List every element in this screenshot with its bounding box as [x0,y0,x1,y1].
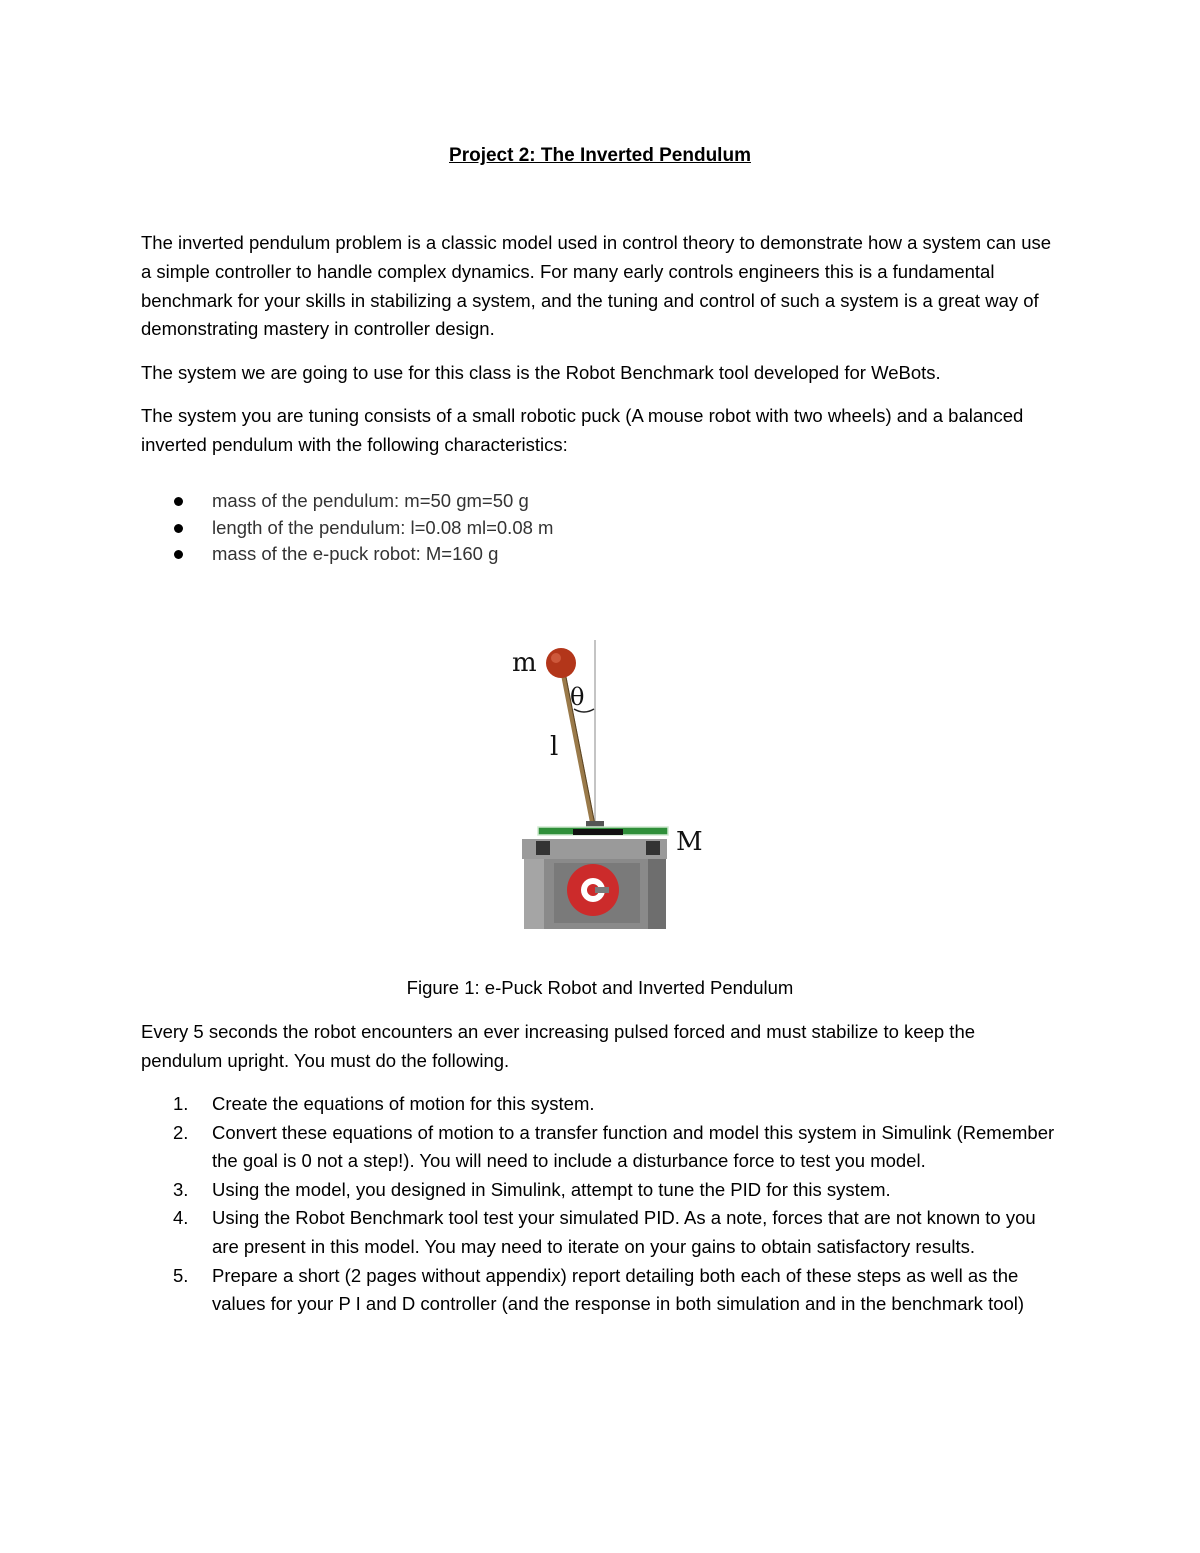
tuning-paragraph: The system you are tuning consists of a small robotic puck (A mouse robot with two wheels) and a balanced inverted pendulum with the following characteristics: [141,405,1024,455]
step-number: 3. [173,1178,189,1200]
angle-label: θ [570,683,585,711]
robot-side-right [648,859,666,929]
length-label: l [550,732,559,762]
step-number: 4. [173,1207,189,1229]
bullet-icon [174,497,183,506]
step-number: 1. [173,1093,189,1114]
steps-list [141,1090,1066,1319]
robot-side-left [524,859,544,929]
bullet-icon [174,550,183,559]
mass-label: m [512,648,537,678]
pendulum-mass-ball [546,648,576,678]
list-item [141,515,1041,542]
robot-bolt-left [536,841,550,855]
list-item [141,488,1041,515]
list-item [141,1090,1066,1119]
ball-highlight [551,653,561,663]
step-number: 2. [173,1121,189,1143]
pendulum-figure [478,605,728,935]
steps-intro-paragraph: Every 5 seconds the robot encounters an ever increasing pulsed forced and must stabilize to keep the pendulum upright. You must do the following. [141,1021,976,1071]
step-text: Using the model, you designed in Simulink, attempt to tune the PID for this system. [212,1178,891,1200]
characteristic-text: mass of the e-puck robot: M=160 g [212,543,499,564]
characteristic-text: mass of the pendulum: m=50 gm=50 g [212,490,529,511]
list-item [141,1119,1066,1176]
list-item [141,1262,1066,1319]
list-item [141,1204,1066,1261]
intro-paragraph: The inverted pendulum problem is a classic model used in control theory to demonstrate how a system can use a simple controller to handle complex dynamics. For many early controls engineers this is a fundamental benchmark for your skills in stabilizing a system, and the tuning and control of such a system is a great way of demonstrating mastery in controller design. [141,232,1052,340]
robot-bolt-right [646,841,660,855]
bullet-icon [174,524,183,533]
characteristics-list [141,488,1041,568]
platform-center-bar [573,829,623,835]
step-text: Convert these equations of motion to a transfer function and model this system in Simulink (Remember the goal is 0 not a step!). You will need to include a disturbance force to test you model. [212,1121,1055,1172]
system-paragraph: The system we are going to use for this class is the Robot Benchmark tool developed for WeBots. [141,362,941,383]
list-item [141,541,1041,568]
page-title: Project 2: The Inverted Pendulum [449,145,751,166]
figure-caption: Figure 1: e-Puck Robot and Inverted Pendulum [406,977,794,998]
step-text: Create the equations of motion for this system. [212,1093,595,1114]
list-item [141,1176,1066,1205]
step-number: 5. [173,1264,189,1286]
wheel-notch [595,887,609,893]
step-text: Using the Robot Benchmark tool test your simulated PID. As a note, forces that are not known to you are present in this model. You may need to iterate on your gains to obtain satisfactory results. [212,1207,1036,1257]
step-text: Prepare a short (2 pages without appendix) report detailing both each of these steps as well as the values for your P I and D controller (and the response in both simulation and in the benchmark tool) [212,1264,1025,1315]
robot-mass-label: M [676,827,703,857]
characteristic-text: length of the pendulum: l=0.08 ml=0.08 m [212,516,554,538]
